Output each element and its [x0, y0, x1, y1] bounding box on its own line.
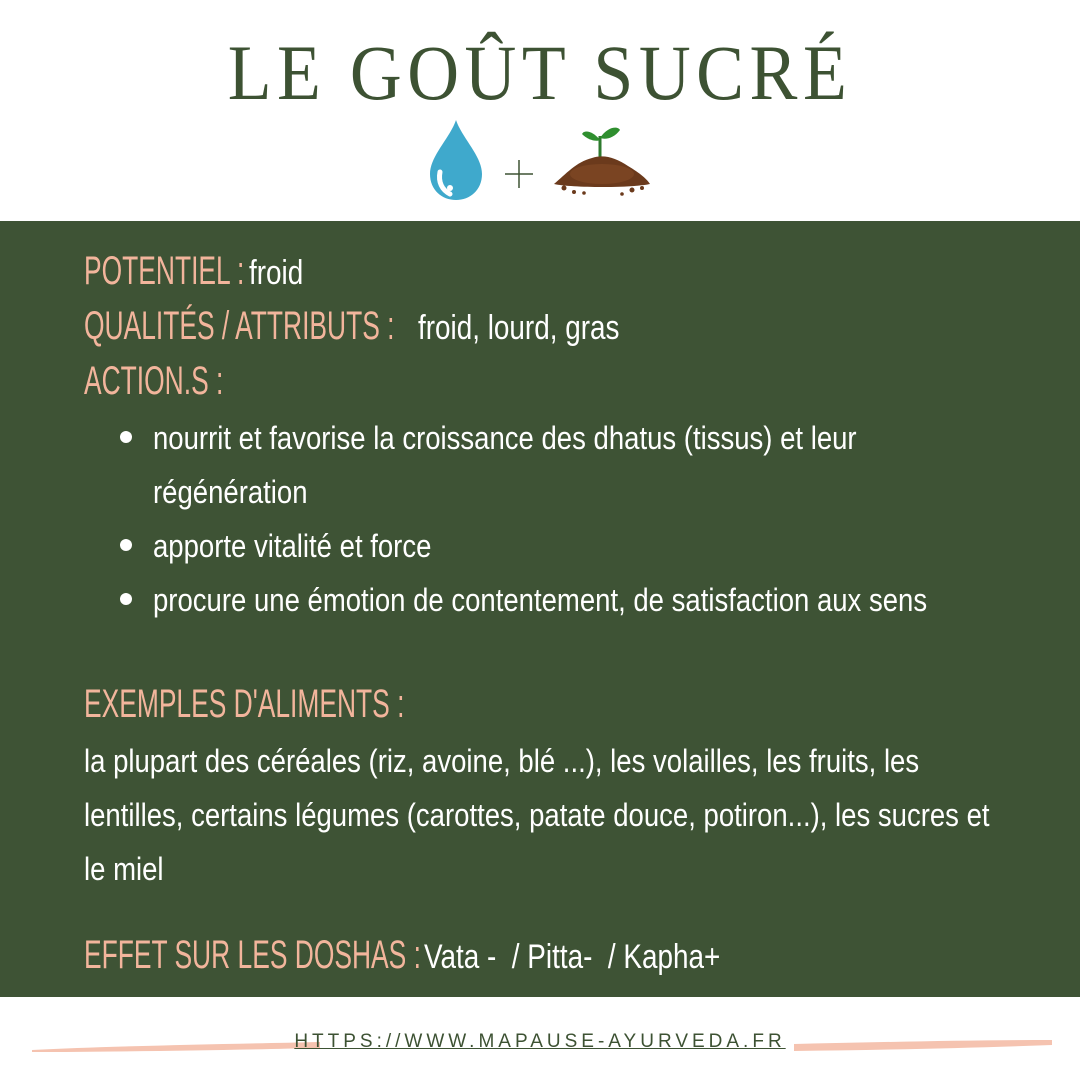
exemples-line: lentilles, certains légumes (carottes, patate douce, potiron...), les sucres et: [84, 797, 990, 833]
doshas-value: Vata - / Pitta- / Kapha+: [424, 938, 721, 976]
doshas-row: [84, 935, 785, 975]
qualites-value: froid, lourd, gras: [418, 309, 620, 347]
bullet-dot: [120, 539, 132, 551]
qualites-row: [84, 306, 664, 346]
list-item-continuation: régénération: [153, 474, 308, 510]
list-item: apporte vitalité et force: [153, 528, 432, 564]
plus-icon: [503, 158, 535, 190]
page-title: LE GOÛT SUCRÉ: [227, 29, 853, 116]
potentiel-label: POTENTIEL :: [84, 249, 245, 293]
list-item: procure une émotion de contentement, de satisfaction aux sens: [153, 582, 928, 618]
actions-label: ACTION.S :: [84, 359, 224, 403]
qualites-label: QUALITÉS / ATTRIBUTS :: [84, 304, 395, 348]
exemples-row: [84, 684, 570, 724]
potentiel-row: [84, 251, 315, 291]
element-icons: [0, 118, 1080, 208]
exemples-line: la plupart des céréales (riz, avoine, blé ...), les volailles, les fruits, les: [84, 743, 920, 779]
water-drop-icon: [426, 118, 486, 202]
potentiel-value: froid: [249, 254, 304, 292]
website-link[interactable]: HTTPS://WWW.MAPAUSE-AYURVEDA.FR: [294, 1031, 786, 1052]
decorative-brush-stroke: [792, 1036, 1054, 1056]
exemples-label: EXEMPLES D'ALIMENTS :: [84, 682, 405, 726]
bullet-dot: [120, 593, 132, 605]
soil-sprout-icon: [552, 122, 652, 198]
exemples-line: le miel: [84, 851, 164, 887]
actions-row: [84, 361, 295, 401]
bullet-dot: [120, 431, 132, 443]
doshas-label: EFFET SUR LES DOSHAS :: [84, 933, 421, 977]
list-item: nourrit et favorise la croissance des dhatus (tissus) et leur: [153, 420, 857, 456]
